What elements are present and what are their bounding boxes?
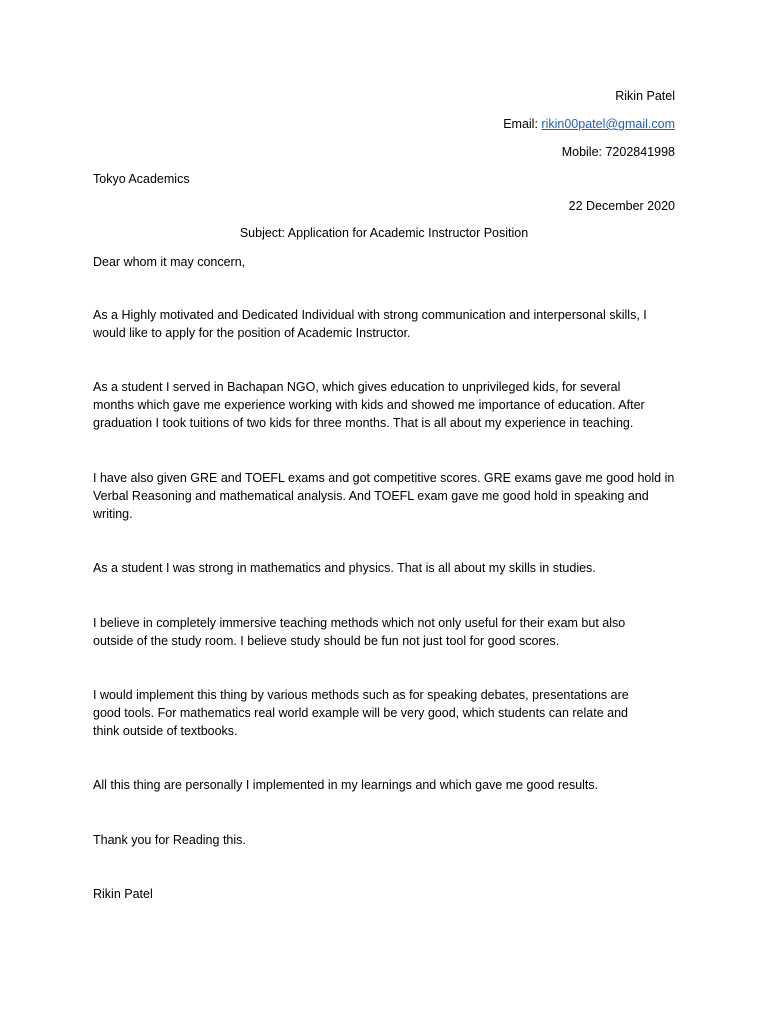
paragraph-line: I believe in completely immersive teaching methods which not only useful for their exam but also: [93, 616, 626, 630]
paragraph-line: would like to apply for the position of Academic Instructor.: [93, 326, 411, 340]
paragraph-1: [93, 306, 678, 342]
paragraph-line: I have also given GRE and TOEFL exams and got competitive scores. GRE exams gave me good hold in: [93, 471, 675, 485]
paragraph-line: All this thing are personally I implemented in my learnings and which gave me good results.: [93, 778, 599, 792]
paragraph-line: As a student I was strong in mathematics and physics. That is all about my skills in studies.: [93, 561, 596, 575]
recipient-name: Tokyo Academics: [93, 172, 190, 186]
sender-email-line: [503, 115, 675, 133]
paragraph-4: [93, 559, 678, 577]
signature-name: Rikin Patel: [93, 887, 153, 901]
paragraph-line: good tools. For mathematics real world example will be very good, which students can relate and: [93, 706, 628, 720]
paragraph-6: [93, 686, 678, 740]
paragraph-line: I would implement this thing by various methods such as for speaking debates, presentations are: [93, 688, 629, 702]
letter-date: 22 December 2020: [568, 199, 675, 213]
paragraph-7: [93, 776, 678, 794]
paragraph-line: writing.: [93, 507, 133, 521]
paragraph-5: [93, 614, 678, 650]
email-link[interactable]: rikin00patel@gmail.com: [541, 117, 675, 131]
paragraph-line: graduation I took tuitions of two kids for three months. That is all about my experience in teaching.: [93, 416, 634, 430]
paragraph-line: months which gave me experience working with kids and showed me importance of education. After: [93, 398, 645, 412]
paragraph-line: outside of the study room. I believe study should be fun not just tool for good scores.: [93, 634, 560, 648]
paragraph-line: think outside of textbooks.: [93, 724, 238, 738]
paragraph-line: Verbal Reasoning and mathematical analysis. And TOEFL exam gave me good hold in speaking and: [93, 489, 649, 503]
closing-line: Thank you for Reading this.: [93, 833, 246, 847]
email-label: Email:: [503, 117, 538, 131]
letter-subject: Subject: Application for Academic Instructor Position: [239, 226, 529, 240]
paragraph-2: [93, 378, 678, 432]
paragraph-line: As a Highly motivated and Dedicated Individual with strong communication and interpersonal skills, I: [93, 308, 647, 322]
sender-name: Rikin Patel: [615, 89, 675, 103]
salutation: Dear whom it may concern,: [93, 255, 246, 269]
sender-mobile: Mobile: 7202841998: [561, 145, 675, 159]
paragraph-line: As a student I served in Bachapan NGO, which gives education to unprivileged kids, for several: [93, 380, 621, 394]
paragraph-3: [93, 469, 678, 523]
